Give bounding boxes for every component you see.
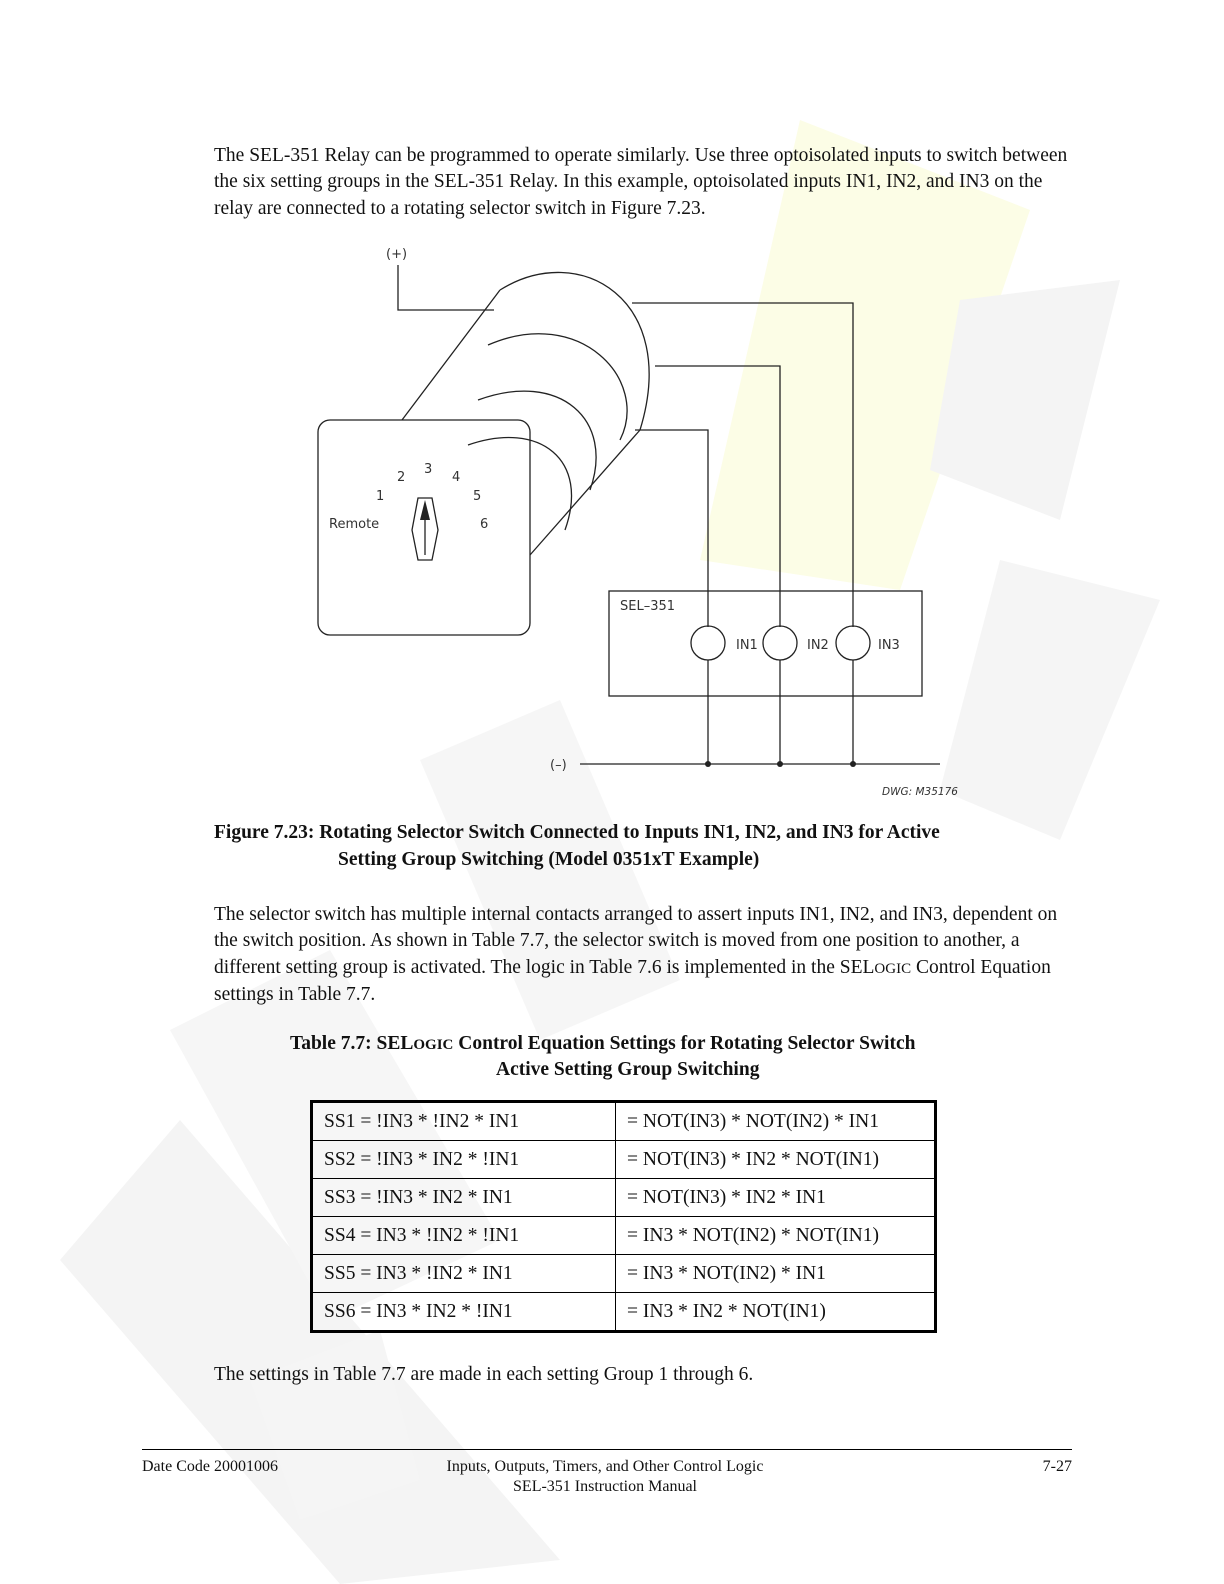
wire-in2 xyxy=(655,366,780,627)
position-1-label: 1 xyxy=(376,489,385,504)
equivalent-cell: = IN3 * NOT(IN2) * IN1 xyxy=(616,1255,936,1293)
table-caption-smallcaps: OGIC xyxy=(413,1037,454,1053)
position-2-label: 2 xyxy=(397,470,406,485)
body-paragraph-tail: Control Equation settings in Table 7.7. xyxy=(214,956,1051,1005)
setting-cell: SS4 = IN3 * !IN2 * !IN1 xyxy=(312,1217,616,1255)
table-row xyxy=(312,1102,936,1141)
position-4-label: 4 xyxy=(452,470,461,485)
selector-switch-diagram xyxy=(300,238,980,803)
setting-cell: SS5 = IN3 * !IN2 * IN1 xyxy=(312,1255,616,1293)
body-paragraph xyxy=(214,902,1084,1008)
equivalent-cell: = NOT(IN3) * NOT(IN2) * IN1 xyxy=(616,1102,936,1141)
wire-in3 xyxy=(632,303,853,627)
footer-rule xyxy=(142,1449,1072,1450)
setting-cell: SS2 = !IN3 * IN2 * !IN1 xyxy=(312,1141,616,1179)
equivalent-cell: = IN3 * IN2 * NOT(IN1) xyxy=(616,1293,936,1332)
in1-label: IN1 xyxy=(736,638,758,653)
plus-wire xyxy=(398,265,494,310)
position-6-label: 6 xyxy=(480,517,489,532)
closing-paragraph: The settings in Table 7.7 are made in each setting Group 1 through 6. xyxy=(214,1364,754,1385)
contact-arc-1 xyxy=(488,334,627,440)
figure-caption-line2: Setting Group Switching (Model 0351xT Example) xyxy=(338,849,760,870)
table-row xyxy=(312,1217,936,1255)
table-caption-rest: Control Equation Settings for Rotating Selector Switch xyxy=(453,1033,916,1054)
junction-dot-1 xyxy=(705,761,711,767)
input-in3-circle xyxy=(836,626,870,660)
position-5-label: 5 xyxy=(473,489,482,504)
table-row xyxy=(312,1293,936,1332)
footer-section-title: Inputs, Outputs, Timers, and Other Control Logic xyxy=(446,1458,764,1475)
equivalent-cell: = IN3 * NOT(IN2) * NOT(IN1) xyxy=(616,1217,936,1255)
table-caption-line2: Active Setting Group Switching xyxy=(496,1059,760,1080)
junction-dot-3 xyxy=(850,761,856,767)
minus-label: (–) xyxy=(550,758,567,773)
table-row xyxy=(312,1141,936,1179)
contact-arc-2 xyxy=(478,391,596,490)
dwg-label: DWG: M35176 xyxy=(882,786,958,798)
junction-dot-2 xyxy=(777,761,783,767)
in2-label: IN2 xyxy=(807,638,829,653)
input-in1-circle xyxy=(691,626,725,660)
settings-table xyxy=(310,1100,937,1333)
setting-cell: SS3 = !IN3 * IN2 * IN1 xyxy=(312,1179,616,1217)
body-paragraph-text: The selector switch has multiple internal contacts arranged to assert inputs IN1, IN2, and IN3, dependent on the switch position. As shown in Table 7.7, the selector switch is moved from one position to another, a different setting group is activated. The logic in Table 7.6 is implemented in the SEL xyxy=(214,904,1058,978)
equivalent-cell: = NOT(IN3) * IN2 * NOT(IN1) xyxy=(616,1141,936,1179)
relay-label: SEL–351 xyxy=(620,599,676,614)
switch-body-bottom-edge xyxy=(530,430,640,555)
setting-cell: SS6 = IN3 * IN2 * !IN1 xyxy=(312,1293,616,1332)
footer-date-code: Date Code 20001006 xyxy=(142,1458,278,1475)
table-row xyxy=(312,1255,936,1293)
equivalent-cell: = NOT(IN3) * IN2 * IN1 xyxy=(616,1179,936,1217)
footer-manual-title: SEL-351 Instruction Manual xyxy=(513,1478,697,1495)
position-3-label: 3 xyxy=(424,462,433,477)
intro-paragraph: The SEL-351 Relay can be programmed to operate similarly. Use three optoisolated inputs to switch between the six setting groups in the SEL-351 Relay. In this example, optoisolated inputs IN1, IN2, and IN3 on the relay are connected to a rotating selector switch in Figure 7.23. xyxy=(214,145,1068,219)
input-in2-circle xyxy=(763,626,797,660)
plus-label: (+) xyxy=(386,247,408,262)
figure-caption-line1: Figure 7.23: Rotating Selector Switch Connected to Inputs IN1, IN2, and IN3 for Active xyxy=(214,822,940,843)
body-paragraph-smallcaps: OGIC xyxy=(874,960,912,977)
table-caption-line1 xyxy=(290,1031,915,1059)
table-row xyxy=(312,1179,936,1217)
table-caption-prefix: Table 7.7: SEL xyxy=(290,1033,414,1054)
wire-in1 xyxy=(635,430,708,627)
remote-label: Remote xyxy=(329,517,380,532)
setting-cell: SS1 = !IN3 * !IN2 * IN1 xyxy=(312,1102,616,1141)
footer-page-number: 7-27 xyxy=(1042,1458,1072,1475)
in3-label: IN3 xyxy=(878,638,900,653)
switch-pointer-arrow xyxy=(420,500,430,520)
